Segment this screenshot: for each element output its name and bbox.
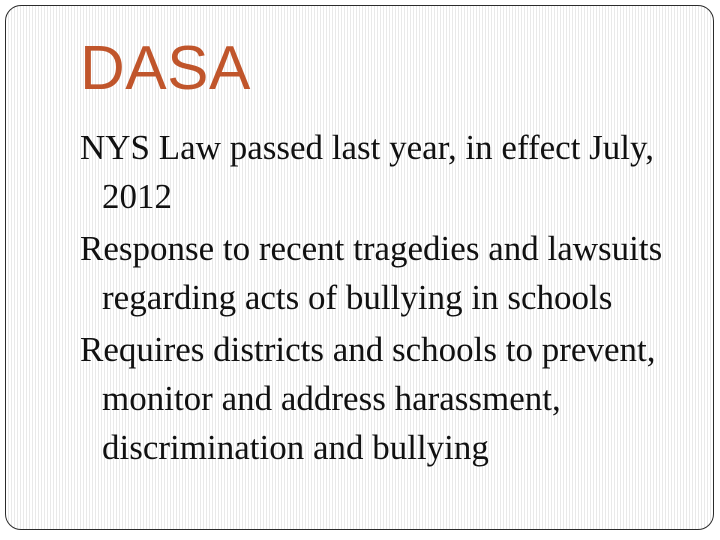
bullet-item: Requires districts and schools to prevent, monitor and address harassment, discrimination and bullying [80,330,656,467]
bullet-item: NYS Law passed last year, in effect July, 2012 [80,128,654,216]
bullet-item: Response to recent tragedies and lawsuits regarding acts of bullying in schools [80,229,663,317]
bullet-list [80,123,680,475]
slide-title: DASA [80,34,251,103]
slide [5,5,714,530]
